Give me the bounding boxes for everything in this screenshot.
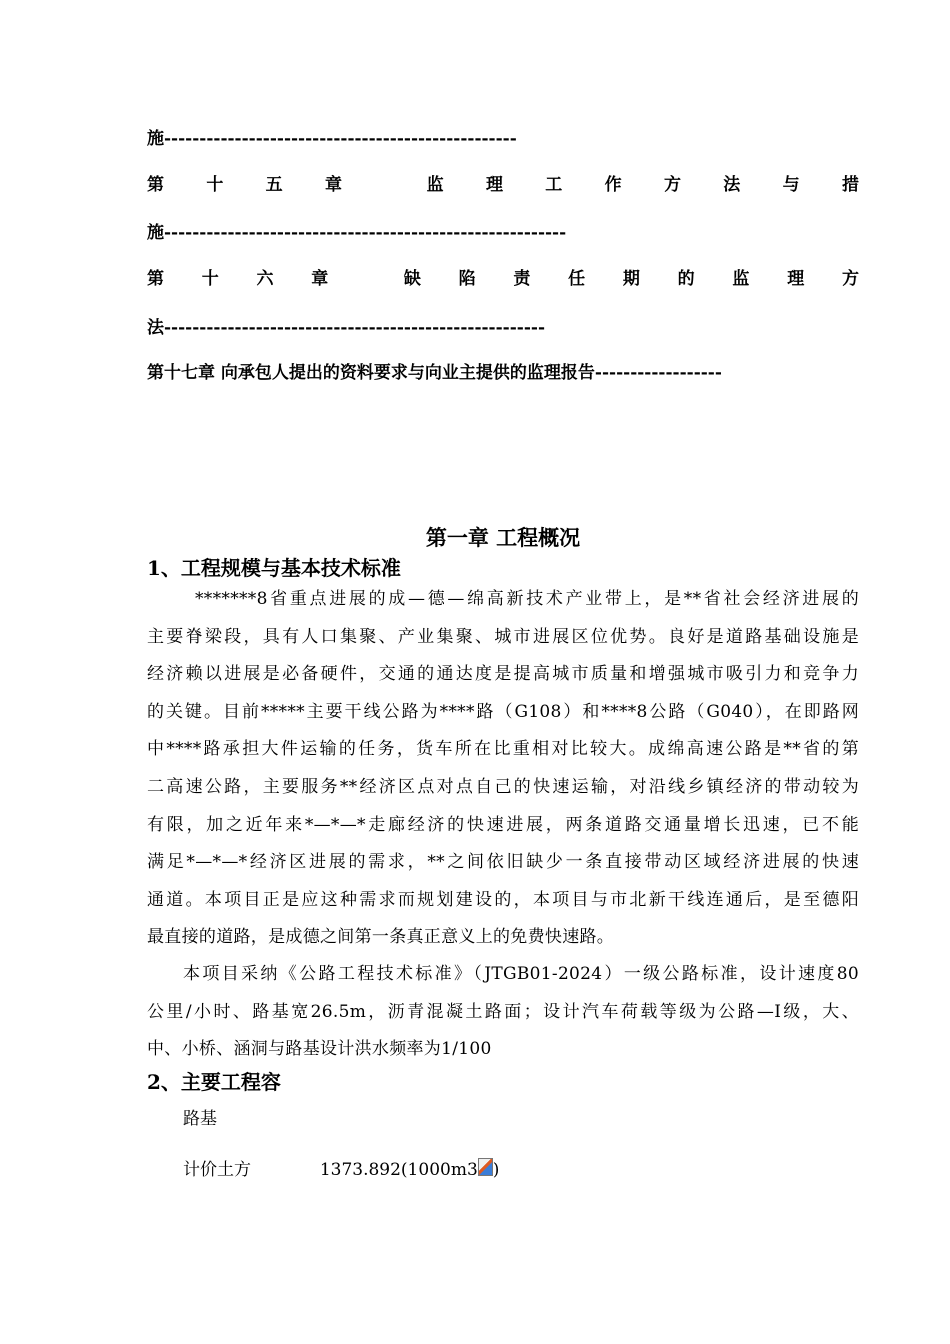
- toc-char: 章: [311, 269, 329, 289]
- toc-char: 六: [256, 269, 274, 289]
- toc-entry-chapter-17[interactable]: 第十七章 向承包人提出的资料要求与向业主提供的监理报告------------------: [147, 363, 722, 383]
- text-line: 本项目采纳《公路工程技术标准》（JTGB01-2024）一级公路标准，设计速度80: [183, 964, 859, 984]
- quantity-line: [183, 1155, 499, 1180]
- toc-line-cont-15: 施---------------------------------------------------------: [147, 223, 567, 243]
- text-line: 二高速公路，主要服务**经济区点对点自己的快速运输，对沿线乡镇经济的带动较为: [147, 776, 859, 797]
- toc-char: 作: [604, 175, 622, 195]
- toc-char: 第: [147, 269, 164, 289]
- toc-char: 任: [568, 269, 586, 289]
- quantity-close: ): [492, 1160, 500, 1180]
- text-line: 中、小桥、涵洞与路基设计洪水频率为1/100: [147, 1039, 492, 1060]
- paragraph-standards: [147, 956, 859, 1069]
- toc-char: 第: [147, 175, 164, 195]
- toc-line-cont-14: 施--------------------------------------------------: [147, 129, 517, 149]
- toc-char: 理: [787, 269, 805, 289]
- text-line: *******8省重点进展的成—德—绵高新技术产业带上，是**省社会经济进展的: [195, 589, 859, 609]
- toc-char: 陷: [458, 269, 476, 289]
- toc-char: 期: [622, 269, 640, 289]
- text-line: 中****路承担大件运输的任务，货车所在比重相对比较大。成绵高速公路是**省的第: [147, 739, 859, 760]
- text-line: 主要脊梁段，具有人口集聚、产业集聚、城市进展区位优势。良好是道路基础设施是: [147, 626, 859, 647]
- toc-char: 方: [663, 175, 681, 195]
- quantity-label: 计价土方: [183, 1160, 251, 1180]
- toc-entry-chapter-16[interactable]: [147, 264, 859, 289]
- section-heading-1: 1、工程规模与基本技术标准: [147, 556, 401, 580]
- toc-char: 理: [485, 175, 503, 195]
- toc-char: 十: [206, 175, 224, 195]
- toc-char: 章: [324, 175, 342, 195]
- text-line: 满足*—*—*经济区进展的需求，**之间依旧缺少一条直接带动区域经济进展的快速: [147, 852, 859, 873]
- toc-char: 责: [513, 269, 531, 289]
- toc-char: 监: [732, 269, 750, 289]
- paragraph-overview: [147, 581, 859, 957]
- text-line: 经济赖以进展是必备硬件，交通的通达度是提高城市质量和增强城市吸引力和竞争力: [147, 664, 859, 685]
- toc-char: 缺: [403, 269, 421, 289]
- text-line: 通道。本项目正是应这种需求而规划建设的，本项目与市北新干线连通后，是至德阳: [147, 889, 859, 910]
- toc-char: 方: [841, 269, 859, 289]
- toc-char: 工: [545, 175, 563, 195]
- toc-char: 的: [677, 269, 695, 289]
- subheading-roadbed: 路基: [183, 1109, 217, 1129]
- toc-char: 十: [201, 269, 219, 289]
- toc-entry-chapter-15[interactable]: [147, 170, 859, 195]
- text-line: 最直接的道路，是成德之间第一条真正意义上的免费快速路。: [147, 927, 615, 948]
- broken-image-icon: [478, 1158, 493, 1176]
- toc-char: 五: [265, 175, 283, 195]
- toc-line-cont-16: 法------------------------------------------------------: [147, 318, 546, 338]
- toc-char: 监: [426, 175, 444, 195]
- toc-char: 措: [841, 175, 859, 195]
- text-line: 有限，加之近年来*—*—*走廊经济的快速进展，两条道路交通量增长迅速，已不能: [147, 814, 859, 835]
- chapter-title: 第一章 工程概况: [425, 525, 581, 550]
- toc-char: 法: [723, 175, 741, 195]
- text-line: 公里/小时、路基宽26.5m，沥青混凝土路面；设计汽车荷载等级为公路—I级，大、: [147, 1001, 859, 1022]
- toc-char: 与: [782, 175, 800, 195]
- section-heading-2: 2、主要工程容: [147, 1070, 281, 1094]
- quantity-value: 1373.892(1000m3: [319, 1160, 478, 1180]
- text-line: 的关键。目前*****主要干线公路为****路（G108）和****8公路（G040），在即路网: [147, 701, 859, 722]
